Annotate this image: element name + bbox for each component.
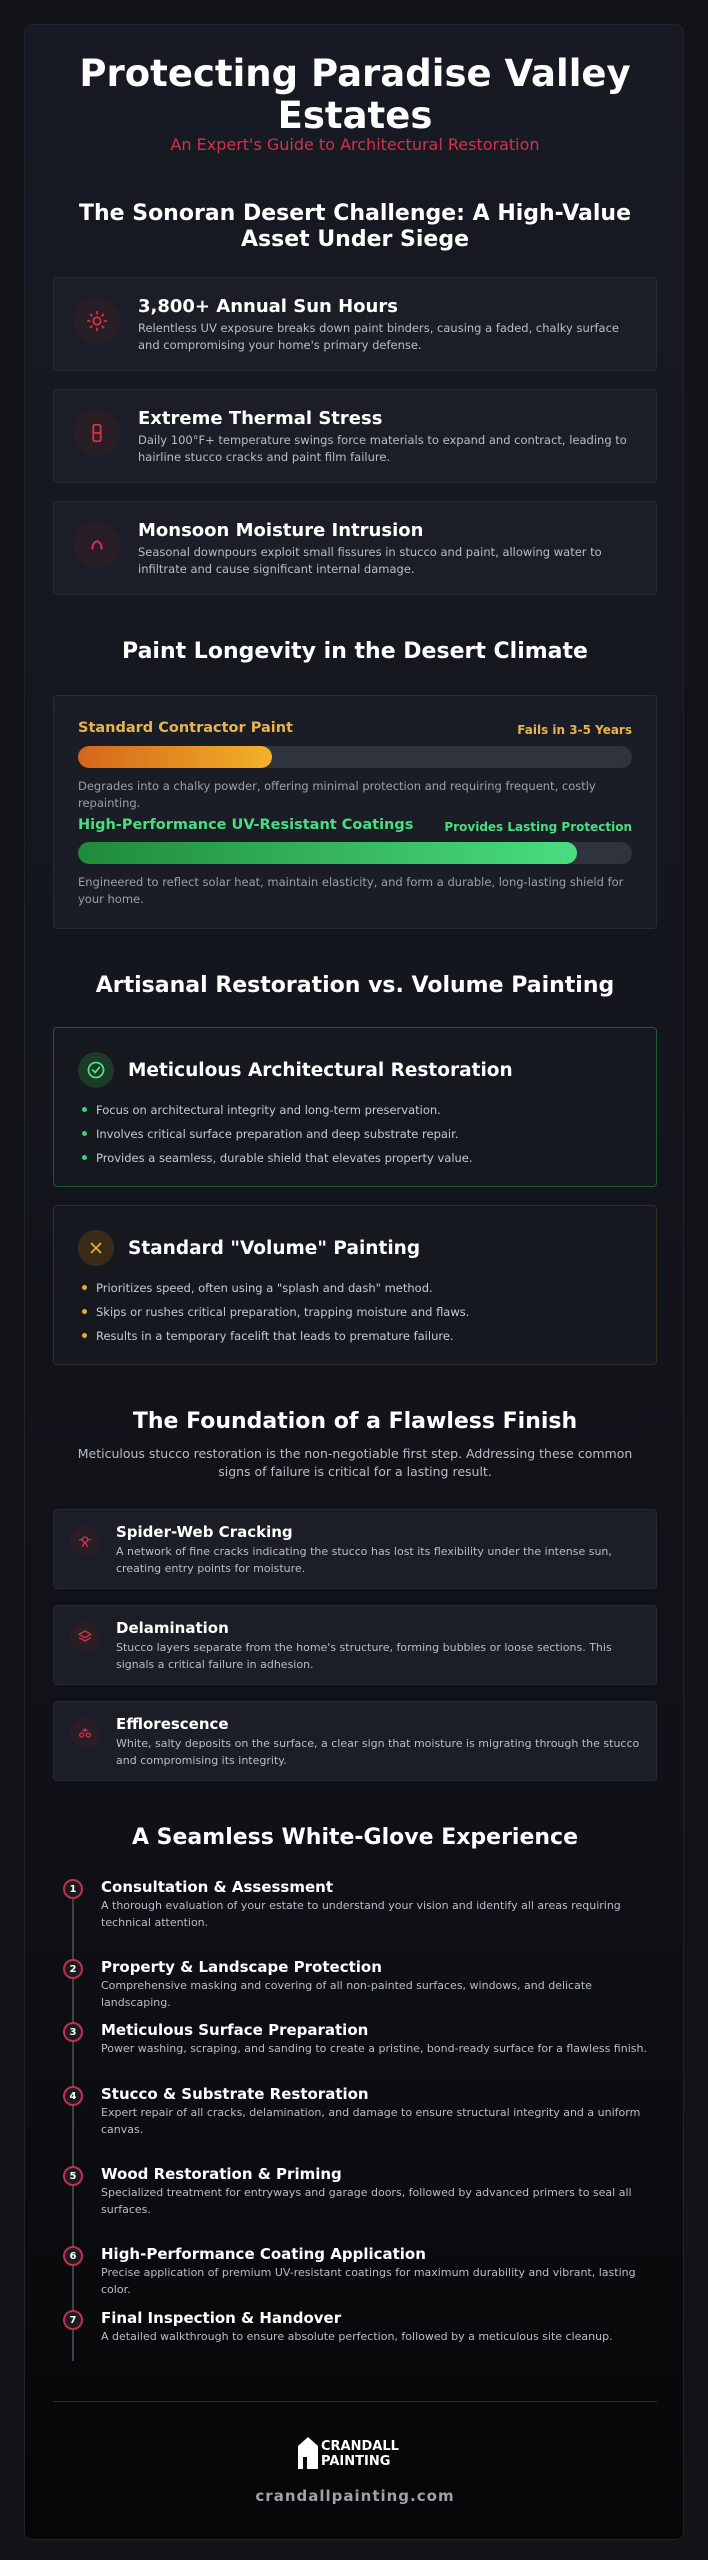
longevity-card	[53, 695, 657, 929]
volume-card	[53, 1205, 657, 1365]
artisanal-card	[53, 1027, 657, 1187]
challenge-title-line-2: Asset Under Siege	[241, 227, 469, 252]
layers-icon	[70, 1622, 100, 1652]
challenge-card-text: Seasonal downpours exploit small fissures in stucco and paint, allowing water to infiltrate and cause significant internal damage.	[138, 545, 602, 576]
step-title: Consultation & Assessment	[101, 1878, 334, 1896]
list-item: Involves critical surface preparation and deep substrate repair.	[82, 1122, 473, 1146]
list-item: Focus on architectural integrity and long-term preservation.	[82, 1098, 473, 1122]
step-text: Specialized treatment for entryways and garage doors, followed by advanced primers to seal all surfaces.	[101, 2186, 632, 2216]
logo-text	[321, 2439, 399, 2469]
step-title: Final Inspection & Handover	[101, 2309, 342, 2327]
thermometer-icon	[74, 410, 120, 456]
step-number: 5	[63, 2166, 83, 2186]
list-item: Results in a temporary facelift that leads to premature failure.	[82, 1324, 469, 1348]
artisanal-list	[82, 1098, 473, 1170]
house-logo-icon	[297, 2435, 319, 2471]
volume-title: Standard "Volume" Painting	[128, 1238, 421, 1259]
infographic-page	[24, 24, 684, 2540]
foundation-item-text: Stucco layers separate from the home's structure, forming bubbles or loose sections. This signals a critical failure in adhesion.	[116, 1641, 612, 1671]
step-text: Precise application of premium UV-resistant coatings for maximum durability and vibrant, lasting color.	[101, 2266, 636, 2296]
standard-paint-bar	[78, 746, 632, 768]
step-text: A thorough evaluation of your estate to understand your vision and identify all areas requiring technical attention.	[101, 1899, 621, 1929]
check-circle-icon	[78, 1052, 114, 1088]
logo-line-2: PAINTING	[321, 2454, 391, 2469]
foundation-item-text: A network of fine cracks indicating the stucco has lost its flexibility under the intense sun, creating entry points for moisture.	[116, 1545, 612, 1575]
premium-coating-bar	[78, 842, 632, 864]
step-number: 2	[63, 1959, 83, 1979]
crack-icon	[70, 1526, 100, 1556]
step-title: Meticulous Surface Preparation	[101, 2021, 369, 2039]
standard-paint-status: Fails in 3-5 Years	[517, 723, 632, 737]
step-title: Property & Landscape Protection	[101, 1958, 382, 1976]
challenge-card-title: 3,800+ Annual Sun Hours	[138, 296, 398, 317]
challenge-card-title: Monsoon Moisture Intrusion	[138, 520, 424, 541]
list-item: Prioritizes speed, often using a "splash and dash" method.	[82, 1276, 469, 1300]
company-logo	[297, 2433, 417, 2477]
step-title: High-Performance Coating Application	[101, 2245, 426, 2263]
list-item: Skips or rushes critical preparation, trapping moisture and flaws.	[82, 1300, 469, 1324]
premium-coating-status: Provides Lasting Protection	[444, 820, 632, 834]
website-link[interactable]: crandallpainting.com	[255, 2487, 455, 2505]
step-number: 4	[63, 2086, 83, 2106]
deposits-icon	[70, 1718, 100, 1748]
page-subtitle: An Expert's Guide to Architectural Restoration	[170, 135, 540, 154]
foundation-item-title: Delamination	[116, 1619, 229, 1637]
foundation-intro-line-2: signs of failure is critical for a lasting result.	[218, 1464, 492, 1479]
title-line-2: Estates	[277, 94, 433, 137]
longevity-title: Paint Longevity in the Desert Climate	[122, 639, 588, 664]
foundation-intro-line-1: Meticulous stucco restoration is the non-negotiable first step. Addressing these common	[77, 1446, 633, 1461]
step-text: Expert repair of all cracks, delamination, and damage to ensure structural integrity and a uniform canvas.	[101, 2106, 641, 2136]
step-title: Stucco & Substrate Restoration	[101, 2085, 369, 2103]
challenge-card-text: Relentless UV exposure breaks down paint binders, causing a faded, chalky surface and compromising your home's primary defense.	[138, 321, 619, 352]
logo-line-1: CRANDALL	[321, 2439, 399, 2454]
premium-coating-desc: Engineered to reflect solar heat, maintain elasticity, and form a durable, long-lasting shield for your home.	[78, 875, 624, 906]
standard-paint-desc: Degrades into a chalky powder, offering minimal protection and requiring frequent, costly repainting.	[78, 779, 596, 810]
premium-coating-label: High-Performance UV-Resistant Coatings	[78, 817, 414, 833]
foundation-item-text: White, salty deposits on the surface, a clear sign that moisture is migrating through the stucco and compromising its integrity.	[116, 1737, 640, 1767]
step-number: 3	[63, 2022, 83, 2042]
foundation-item-title: Efflorescence	[116, 1715, 229, 1733]
standard-paint-bar-fill	[78, 746, 272, 768]
challenge-card-sun	[53, 277, 657, 371]
x-icon	[78, 1230, 114, 1266]
challenge-card-moisture	[53, 501, 657, 595]
droplet-icon	[74, 522, 120, 568]
standard-paint-label: Standard Contractor Paint	[78, 720, 293, 736]
page-title	[25, 53, 684, 137]
foundation-item-efflorescence	[53, 1701, 657, 1781]
artisanal-title: Meticulous Architectural Restoration	[128, 1060, 513, 1081]
premium-coating-bar-fill	[78, 842, 577, 864]
foundation-title: The Foundation of a Flawless Finish	[132, 1409, 578, 1434]
challenge-card-thermal	[53, 389, 657, 483]
step-number: 1	[63, 1879, 83, 1899]
sun-icon	[74, 298, 120, 344]
challenge-title	[45, 201, 665, 253]
step-text: Power washing, scraping, and sanding to create a pristine, bond-ready surface for a flawless finish.	[101, 2042, 647, 2055]
foundation-item-delamination	[53, 1605, 657, 1685]
comparison-title: Artisanal Restoration vs. Volume Painting	[95, 973, 615, 998]
step-number: 6	[63, 2246, 83, 2266]
footer-divider	[53, 2401, 657, 2402]
volume-list	[82, 1276, 469, 1348]
foundation-item-cracking	[53, 1509, 657, 1589]
list-item: Provides a seamless, durable shield that elevates property value.	[82, 1146, 473, 1170]
step-text: A detailed walkthrough to ensure absolute perfection, followed by a meticulous site cleanup.	[101, 2330, 613, 2343]
challenge-card-title: Extreme Thermal Stress	[138, 408, 383, 429]
challenge-title-line-1: The Sonoran Desert Challenge: A High-Value	[78, 201, 632, 226]
process-title: A Seamless White-Glove Experience	[131, 1825, 579, 1850]
step-number: 7	[63, 2310, 83, 2330]
title-line-1: Protecting Paradise Valley	[79, 52, 631, 95]
foundation-item-title: Spider-Web Cracking	[116, 1523, 293, 1541]
challenge-card-text: Daily 100°F+ temperature swings force materials to expand and contract, leading to hairline stucco cracks and paint film failure.	[138, 433, 627, 464]
foundation-intro	[45, 1445, 665, 1481]
step-title: Wood Restoration & Priming	[101, 2165, 342, 2183]
step-text: Comprehensive masking and covering of all non-painted surfaces, windows, and delicate landscaping.	[101, 1979, 592, 2009]
